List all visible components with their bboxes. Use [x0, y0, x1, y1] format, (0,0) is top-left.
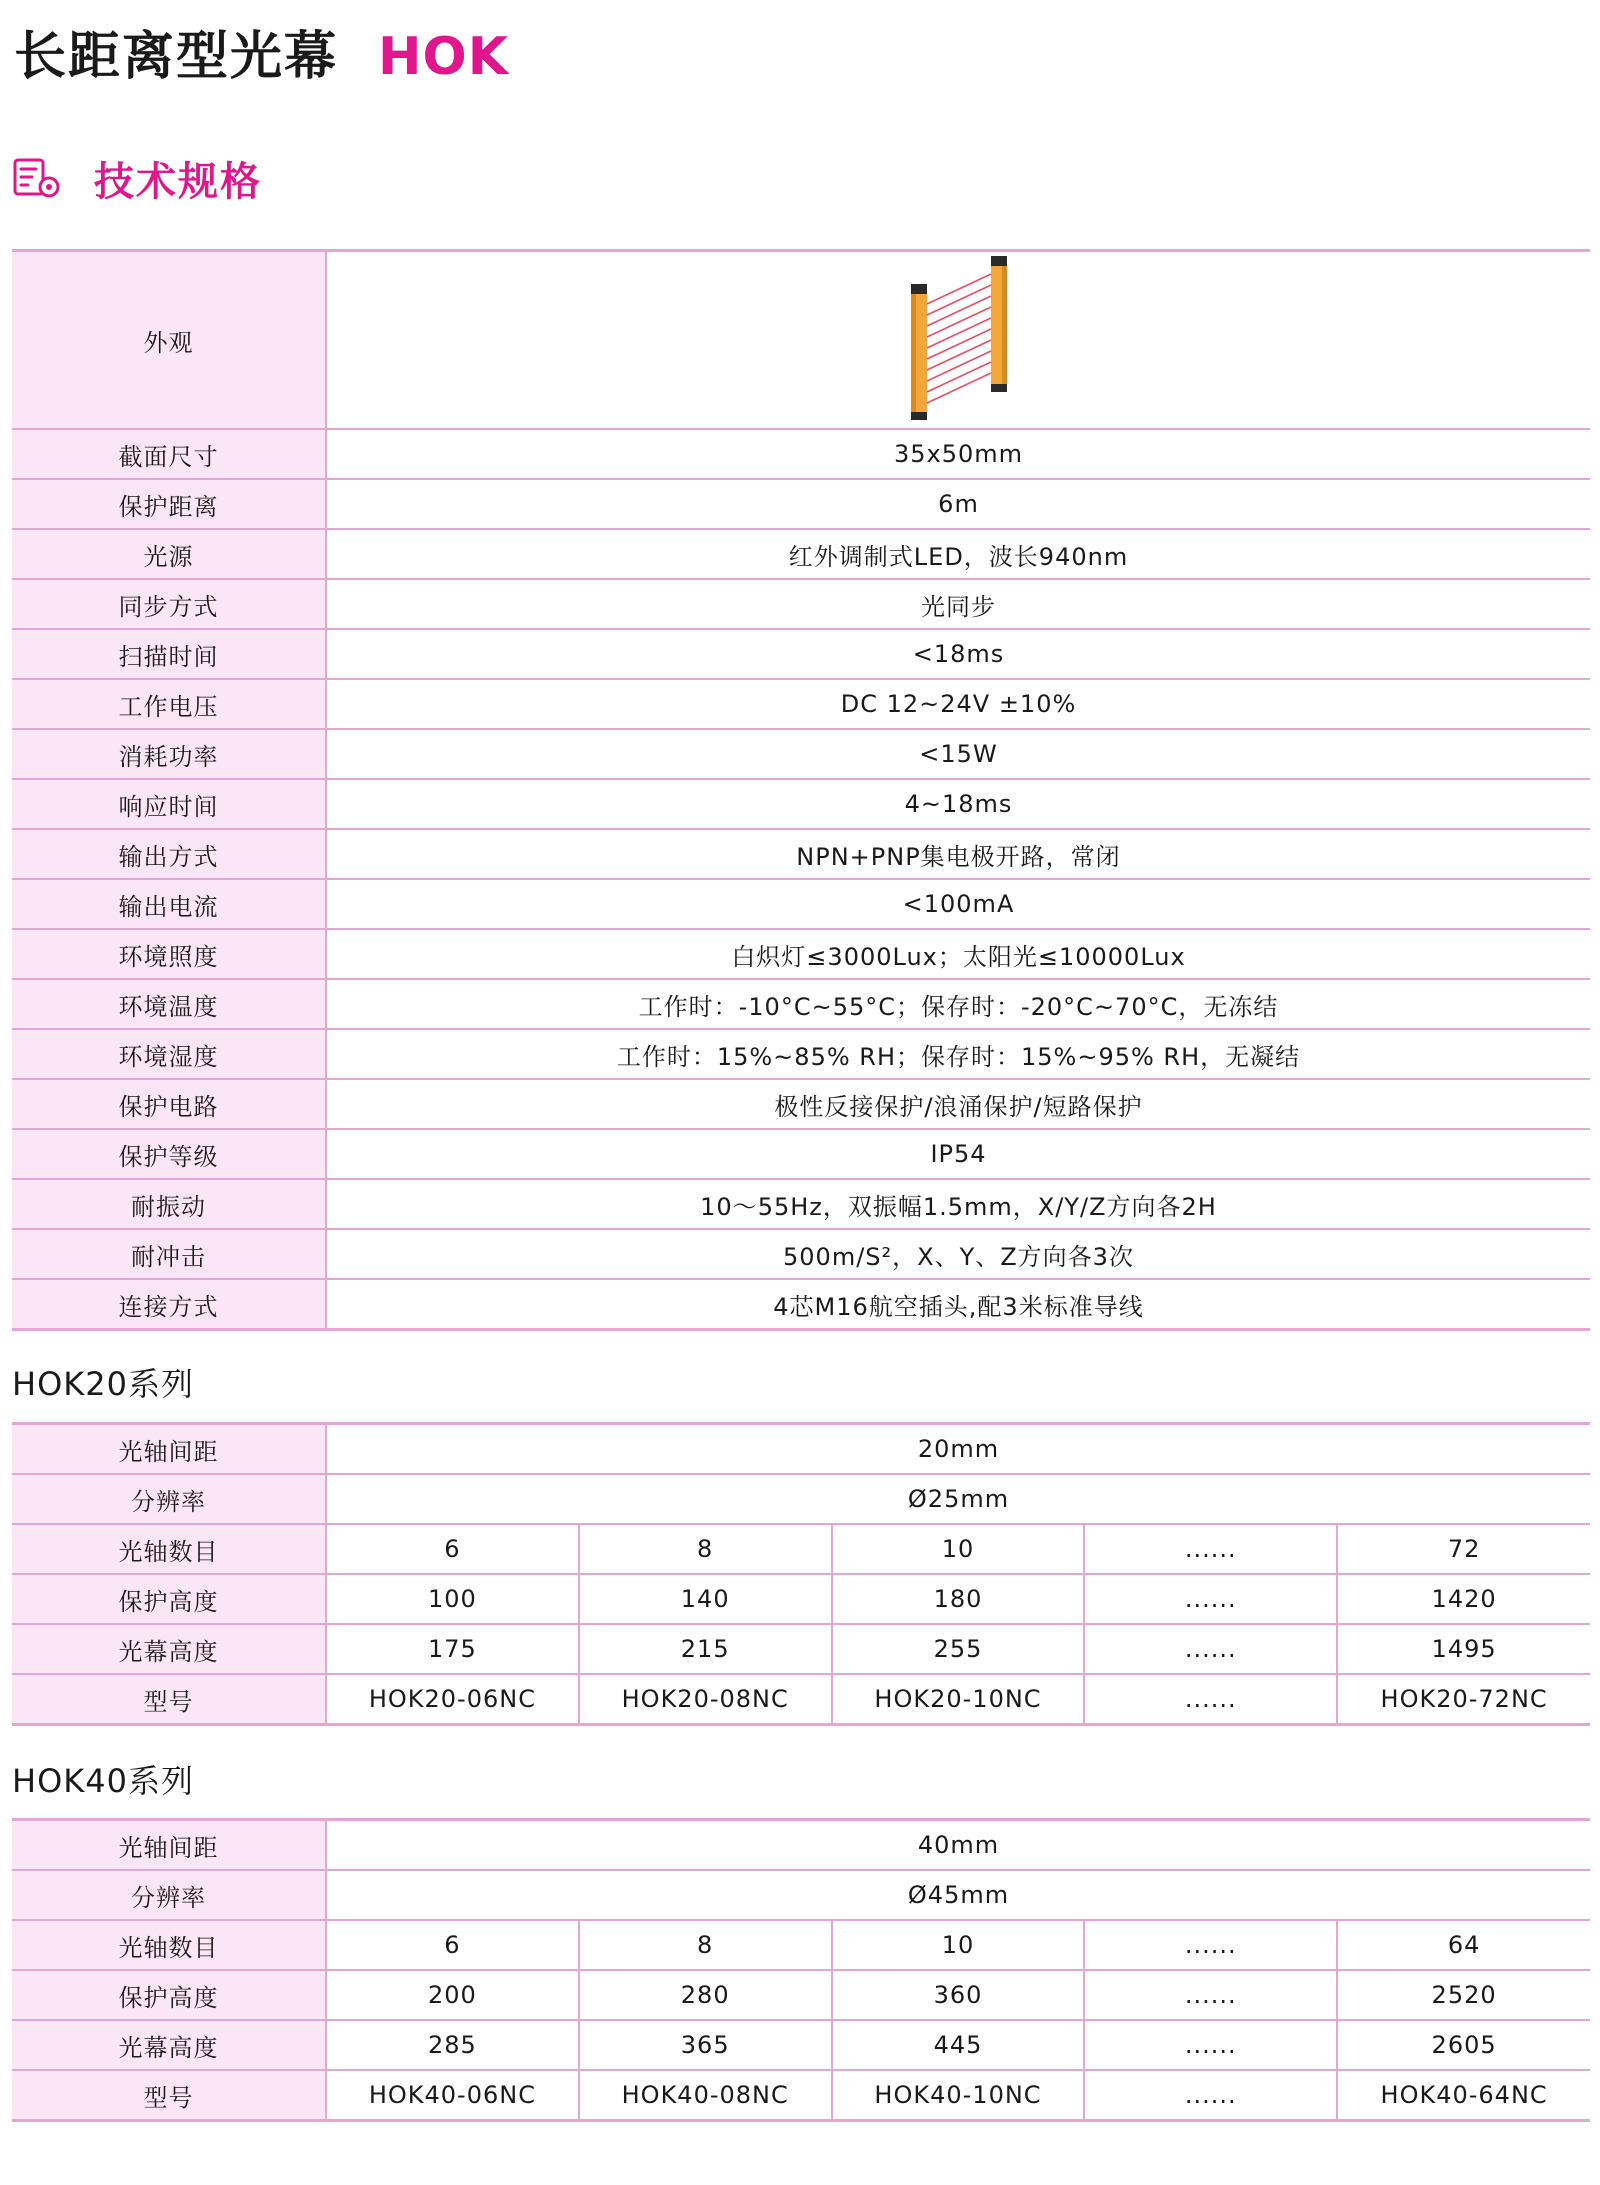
- hok20-cell: HOK20-72NC: [1337, 1674, 1590, 1725]
- title-text: 长距离型光幕: [14, 27, 339, 87]
- spec-key: 保护距离: [12, 479, 326, 529]
- hok20-cell: 1420: [1337, 1574, 1590, 1624]
- spec-value: 工作时：-10°C~55°C；保存时：-20°C~70°C，无冻结: [326, 979, 1590, 1029]
- spec-row: [12, 429, 1590, 479]
- hok40-cell: 6: [326, 1920, 579, 1970]
- spec-key: 连接方式: [12, 1279, 326, 1330]
- spec-key: 同步方式: [12, 579, 326, 629]
- hok20-cell: 6: [326, 1524, 579, 1574]
- hok40-cell: 2605: [1337, 2020, 1590, 2070]
- hok20-key: 保护高度: [12, 1574, 326, 1624]
- hok20-cell: HOK20-08NC: [579, 1674, 832, 1725]
- spec-value: IP54: [326, 1129, 1590, 1179]
- spec-value: 工作时：15%~85% RH；保存时：15%~95% RH，无凝结: [326, 1029, 1590, 1079]
- hok20-cell: 255: [832, 1624, 1085, 1674]
- hok20-key: 型号: [12, 1674, 326, 1725]
- hok40-cell: 365: [579, 2020, 832, 2070]
- hok40-key: 分辨率: [12, 1870, 326, 1920]
- hok40-value: Ø45mm: [326, 1870, 1590, 1920]
- hok20-cell: ......: [1084, 1674, 1337, 1725]
- spec-key: 外观: [12, 251, 326, 430]
- spec-row: [12, 579, 1590, 629]
- spec-value: 红外调制式LED，波长940nm: [326, 529, 1590, 579]
- section-title: 技术规格: [94, 158, 262, 205]
- hok20-cell: 1495: [1337, 1624, 1590, 1674]
- spec-row: [12, 879, 1590, 929]
- hok20-cell: ......: [1084, 1524, 1337, 1574]
- hok20-value: Ø25mm: [326, 1474, 1590, 1524]
- hok20-series-title: HOK20系列: [12, 1365, 194, 1403]
- hok40-spacing-row: [12, 1820, 1590, 1871]
- spec-row: [12, 979, 1590, 1029]
- hok40-cell: ......: [1084, 1970, 1337, 2020]
- spec-value: 4~18ms: [326, 779, 1590, 829]
- hok40-key: 光轴数目: [12, 1920, 326, 1970]
- hok20-cell: ......: [1084, 1574, 1337, 1624]
- hok20-cell: HOK20-06NC: [326, 1674, 579, 1725]
- spec-row: [12, 629, 1590, 679]
- light-curtain-image: [899, 252, 1019, 422]
- hok20-resolution-row: [12, 1474, 1590, 1524]
- spec-table: [12, 249, 1590, 1331]
- hok40-cell: 280: [579, 1970, 832, 2020]
- spec-row: [12, 829, 1590, 879]
- hok20-cell: HOK20-10NC: [832, 1674, 1085, 1725]
- spec-key: 耐冲击: [12, 1229, 326, 1279]
- hok40-table-row: [12, 1920, 1590, 1970]
- spec-row: [12, 1279, 1590, 1330]
- spec-row: [12, 929, 1590, 979]
- spec-key: 环境照度: [12, 929, 326, 979]
- hok40-cell: 200: [326, 1970, 579, 2020]
- hok40-resolution-row: [12, 1870, 1590, 1920]
- hok40-cell: 285: [326, 2020, 579, 2070]
- spec-row: [12, 1179, 1590, 1229]
- title-model: HOK: [378, 27, 510, 87]
- spec-row: [12, 1129, 1590, 1179]
- hok20-cell: 100: [326, 1574, 579, 1624]
- spec-row: [12, 251, 1590, 430]
- hok40-cell: ......: [1084, 1920, 1337, 1970]
- spec-row: [12, 779, 1590, 829]
- spec-row: [12, 529, 1590, 579]
- hok40-table-row: [12, 1970, 1590, 2020]
- hok20-table-row: [12, 1574, 1590, 1624]
- spec-value: DC 12~24V ±10%: [326, 679, 1590, 729]
- spec-row: [12, 479, 1590, 529]
- spec-row: [12, 679, 1590, 729]
- hok40-cell: ......: [1084, 2020, 1337, 2070]
- hok20-cell: 8: [579, 1524, 832, 1574]
- spec-key: 环境温度: [12, 979, 326, 1029]
- hok20-cell: 72: [1337, 1524, 1590, 1574]
- hok40-cell: HOK40-64NC: [1337, 2070, 1590, 2121]
- hok40-value: 40mm: [326, 1820, 1590, 1871]
- hok20-spacing-row: [12, 1424, 1590, 1475]
- spec-key: 环境湿度: [12, 1029, 326, 1079]
- hok20-cell: 180: [832, 1574, 1085, 1624]
- hok40-key: 光幕高度: [12, 2020, 326, 2070]
- spec-value: <18ms: [326, 629, 1590, 679]
- page-title: [14, 22, 509, 92]
- hok20-key: 光轴间距: [12, 1424, 326, 1475]
- hok20-table-row: [12, 1624, 1590, 1674]
- hok40-cell: 445: [832, 2020, 1085, 2070]
- section-header: [12, 150, 262, 206]
- hok40-cell: 8: [579, 1920, 832, 1970]
- spec-value: NPN+PNP集电极开路，常闭: [326, 829, 1590, 879]
- spec-key: 保护电路: [12, 1079, 326, 1129]
- hok20-table: [12, 1422, 1590, 1726]
- hok20-key: 光轴数目: [12, 1524, 326, 1574]
- spec-appearance: [326, 251, 1590, 430]
- spec-value: 35x50mm: [326, 429, 1590, 479]
- spec-key: 消耗功率: [12, 729, 326, 779]
- hok40-table-row: [12, 2020, 1590, 2070]
- hok40-cell: HOK40-08NC: [579, 2070, 832, 2121]
- hok20-table-row: [12, 1674, 1590, 1725]
- hok40-cell: ......: [1084, 2070, 1337, 2121]
- spec-key: 耐振动: [12, 1179, 326, 1229]
- spec-value: 白炽灯≤3000Lux；太阳光≤10000Lux: [326, 929, 1590, 979]
- hok20-cell: ......: [1084, 1624, 1337, 1674]
- spec-value: 光同步: [326, 579, 1590, 629]
- hok40-key: 型号: [12, 2070, 326, 2121]
- spec-value: 4芯M16航空插头,配3米标准导线: [326, 1279, 1590, 1330]
- hok40-cell: 64: [1337, 1920, 1590, 1970]
- hok40-cell: 10: [832, 1920, 1085, 1970]
- hok20-cell: 140: [579, 1574, 832, 1624]
- spec-key: 截面尺寸: [12, 429, 326, 479]
- hok40-cell: HOK40-06NC: [326, 2070, 579, 2121]
- hok40-key: 光轴间距: [12, 1820, 326, 1871]
- spec-key: 响应时间: [12, 779, 326, 829]
- spec-value: <100mA: [326, 879, 1590, 929]
- spec-row: [12, 1229, 1590, 1279]
- spec-value: 6m: [326, 479, 1590, 529]
- spec-key: 输出电流: [12, 879, 326, 929]
- hok40-table: [12, 1818, 1590, 2122]
- hok20-key: 光幕高度: [12, 1624, 326, 1674]
- hok20-cell: 175: [326, 1624, 579, 1674]
- hok20-value: 20mm: [326, 1424, 1590, 1475]
- spec-value: 10～55Hz，双振幅1.5mm，X/Y/Z方向各2H: [326, 1179, 1590, 1229]
- hok40-series-title: HOK40系列: [12, 1762, 194, 1800]
- spec-value: 极性反接保护/浪涌保护/短路保护: [326, 1079, 1590, 1129]
- hok40-cell: 360: [832, 1970, 1085, 2020]
- spec-key: 光源: [12, 529, 326, 579]
- spec-value: <15W: [326, 729, 1590, 779]
- hok20-cell: 10: [832, 1524, 1085, 1574]
- hok20-key: 分辨率: [12, 1474, 326, 1524]
- spec-row: [12, 729, 1590, 779]
- spec-key: 输出方式: [12, 829, 326, 879]
- spec-key: 工作电压: [12, 679, 326, 729]
- spec-row: [12, 1029, 1590, 1079]
- spec-key: 扫描时间: [12, 629, 326, 679]
- hok20-cell: 215: [579, 1624, 832, 1674]
- hok20-table-row: [12, 1524, 1590, 1574]
- spec-key: 保护等级: [12, 1129, 326, 1179]
- spec-value: 500m/S²，X、Y、Z方向各3次: [326, 1229, 1590, 1279]
- hok40-cell: 2520: [1337, 1970, 1590, 2020]
- hok40-key: 保护高度: [12, 1970, 326, 2020]
- spec-document-icon: [12, 156, 64, 200]
- hok40-table-row: [12, 2070, 1590, 2121]
- spec-row: [12, 1079, 1590, 1129]
- hok40-cell: HOK40-10NC: [832, 2070, 1085, 2121]
